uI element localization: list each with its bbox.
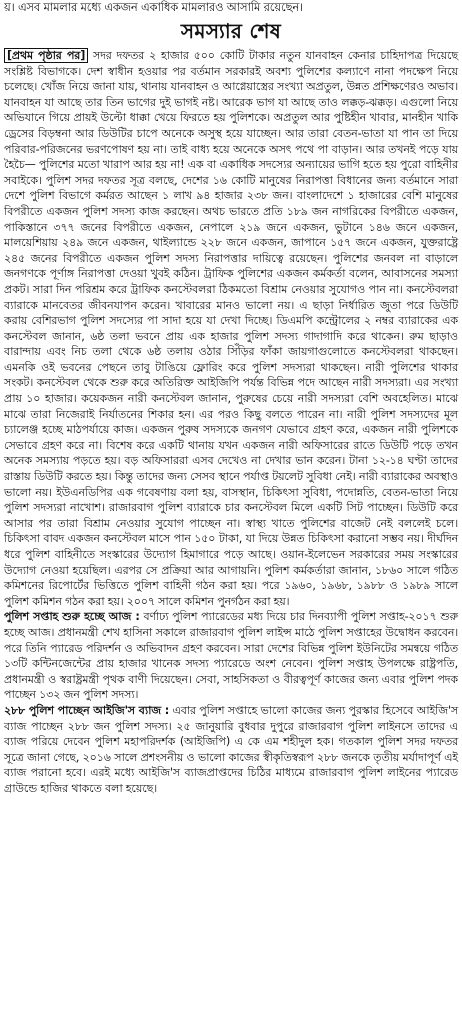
section-text: বর্ণাঢ্য পুলিশ প্যারেডের মধ্য দিয়ে চার দিনব্যাপী পুলিশ সপ্তাহ-২০১৭ শুরু হচ্ছে আজ। প্রধানমন্ত্রী শেখ হাসিনা সকালে রাজারবাগ পুলিশ লাইন্স মাঠে পুলিশ সপ্তাহের উদ্বোধন করবেন। পরে তিনি প্যারেড পরিদর্শন ও অভিবাদন গ্রহণ করবেন। সারা দেশের বিভিন্ন পুলিশ ইউনিটের সমন্বয়ে গঠিত ১৩টি কন্টিনজেন্টের প্রায় হাজার খানেক সদস্য প্যারেডে অংশ নেবেন। পুলিশ সপ্তাহ উপলক্ষে রাষ্ট্রপতি, প্রধানমন্ত্রী ও স্বরাষ্ট্রমন্ত্রী পৃথক বাণী দিয়েছেন। সেবা, সাহসিকতা ও বীরত্বপূর্ণ কাজের জন্য এবার পুলিশ পদক পাচ্ছেন ১৩২ জন পুলিশ সদস্য। bbox=[4, 610, 458, 702]
article-body bbox=[4, 48, 458, 797]
paragraph-text: সদর দফতর ২ হাজার ৫০০ কোটি টাকার নতুন যানবাহন কেনার চাহিদাপত্র দিয়েছে সংশ্লিষ্ট বিভাগকে। দেশ স্বাধীন হওয়ার পর বর্তমান সরকারই অবশ্য পুলিশের কল্যাণে নানা পদক্ষেপ নিয়ে চলেছে। খোঁজ নিয়ে জানা যায়, থানায় যানবাহন ও আগ্নেয়াস্ত্রের সংখ্যা অপ্রতুল, উন্নত প্রশিক্ষণেরও অভাব। যানবাহন যা আছে তার তিন ভাগের দুই ভাগই নষ্ট। আরেক ভাগ যা আছে তাও লক্কড়-ঝক্কড়। এগুলো নিয়ে অভিযানে গিয়ে প্রায়ই উল্টো ধাক্কা খেয়ে ফিরতে হয় পুলিশকে। অপ্রতুল আর পুষ্টিহীন খাবার, মানহীন খাকি ড্রেসের বিড়ম্বনা আর ডিউটির চাপে অনেকে অসুস্থ হয়ে যাচ্ছেন। আর তারা বেতন-ভাতা যা পান তা দিয়ে পরিবার-পরিজনের ভরণপোষণ হয় না। তাই বাধ্য হয়ে অনেকে অসৎ পথে পা বাড়ান। আর তখনই পড়ে যায় হৈচৈ— পুলিশের মতো খারাপ আর হয় না! এক বা একাধিক সদস্যের অন্যায়ের ভাগি হতে হয় পুরো বাহিনীর সবাইকে। পুলিশ সদর দফতর সূত্র বলছে, দেশের ১৬ কোটি মানুষের নিরাপত্তা বিধানের জন্য বর্তমানে সারা দেশে পুলিশ বিভাগে কর্মরত আছেন ১ লাখ ৯৪ হাজার ২৩৮ জন। বাংলাদেশে ১ হাজারের বেশি মানুষের বিপরীতে একজন পুলিশ সদস্য কাজ করছেন। অথচ ভারতে প্রতি ১৮৯ জন নাগরিকের বিপরীতে একজন, পাকিস্তানে ৩৭৭ জনের বিপরীতে একজন, নেপালে ২১৯ জনে একজন, ভুটানে ১৪৬ জনে একজন, মালয়েশিয়ায় ২৪৯ জনে একজন, থাইল্যান্ডে ২২৮ জনে একজন, জাপানে ১৫৭ জনে একজন, যুক্তরাষ্ট্রে ২৪৫ জনের বিপরীতে একজন পুলিশ সদস্য নিরাপত্তার দায়িত্বে রয়েছেন। পুলিশের জনবল না বাড়ালে জনগণকে পূর্ণাঙ্গ নিরাপত্তা দেওয়া খুবই কঠিন। ট্রাফিক পুলিশের একজন কর্মকর্তা বলেন, আবাসনের সমস্যা প্রকট। সারা দিন পরিশ্রম করে ট্রাফিক কনস্টেবলরা ঠিকমতো বিশ্রাম নেওয়ার সুযোগও পান না। কনস্টেবলরা ব্যারাকে মানবেতর জীবনযাপন করেন। খাবারের মানও ভালো নয়। এ ছাড়া নির্ধারিত জুতা পরে ডিউটি করায় বেশিরভাগ পুলিশ সদস্যের পা সাদা হয়ে যা দেখা দিচ্ছে। ডিএমপি কন্ট্রোলের ২ নম্বর ব্যারাকের এক কনস্টেবল জানান, ৬ষ্ঠ তলা ভবনে প্রায় এক হাজার পুলিশ সদস্য গাদাগাদি করে থাকেন। রুম ছাড়াও বারান্দায় এবং নিচ তলা থেকে ৬ষ্ঠ তলায় ওঠার সিঁড়ির ফাঁকা জায়গাগুলোতে কনস্টেবলরা থাকছেন। এমনকি ওই ভবনের পেছনে তাবু টাঙিয়ে ফ্লোরিং করে পুলিশ সদস্যরা থাকছেন। নারী পুলিশের থাকার সংকট। কনস্টেবল থেকে শুরু করে অতিরিক্ত আইজিপি পর্যন্ত বিভিন্ন পদে আছেন নারী সদস্যরা। এর সংখ্যা প্রায় ১০ হাজার। কয়েকজন নারী কনস্টেবল জানান, পুরুষের চেয়ে নারী সদস্যরা বেশি অবহেলিত। মাঝে মাঝে তারা নিজেরাই নির্যাতনের শিকার হন। এর পরও কিছু বলতে পারেন না। নারী পুলিশ সদস্যদের মূল চ্যালেঞ্জ হচ্ছে মাঠপর্যায়ে কাজ। একজন পুরুষ সদস্যকে জনগণ যেভাবে গ্রহণ করে, একজন নারী পুলিশকে সেভাবে গ্রহণ করে না। বিশেষ করে একটি থানায় যখন একজন নারী অফিসারের রাতে ডিউটি পড়ে তখন অনেক সমস্যায় পড়তে হয়। বড় অফিসাররা এসব দেখেও না দেখার ভান করেন। টানা ১২-১৪ ঘণ্টা তাদের রাস্তায় ডিউটি করতে হয়। কিন্তু তাদের জন্য সেসব স্থানে পর্যাপ্ত টয়লেট সুবিধা নেই। নারী ব্যারাকের অবস্থাও ভালো নয়। ইউএনডিপির এক গবেষণায় বলা হয়, বাসস্থান, চিকিৎসা সুবিধা, পদোন্নতি, বেতন-ভাতা নিয়ে পুলিশ সদস্যরা নাখোশ। রাজারবাগ পুলিশ ব্যারাকে চার কনস্টেবল মিলে একটি সিট পাচ্ছেন। ডিউটি করে আসার পর তারা বিশ্রাম নেওয়ার সুযোগ পাচ্ছেন না। স্বাস্থ্য খাতে পুলিশের বাজেট নেই বললেই চলে। চিকিৎসা বাবদ একজন কনস্টেবল মাসে পান ১৫০ টাকা, যা দিয়ে উন্নত চিকিৎসা করানো সম্ভব নয়। দীর্ঘদিন ধরে পুলিশ বাহিনীতে সংস্কারের উদ্যোগ হিমাগারে পড়ে আছে। ওয়ান-ইলেভেন সরকারের সময় সংস্কারের উদ্যোগ নেওয়া হয়েছিল। এরপর সে প্রক্রিয়া আর আগায়নি। পুলিশ কর্মকর্তারা জানান, ১৮৬০ সালে গঠিত কমিশনের রিপোর্টের ভিত্তিতে পুলিশ বাহিনী গঠন করা হয়। পরে ১৯৬০, ১৯৬৮, ১৯৮৮ ও ১৯৮৯ সালে পুলিশ কমিশন গঠন করা হয়। ২০০৭ সালে কমিশন পুনর্গঠন করা হয়। bbox=[4, 49, 458, 608]
section-igp-badge bbox=[4, 703, 458, 797]
previous-article-tail: য়। এসব মামলার মধ্যে একজন একাধিক মামলারও আসামি রয়েছেন। bbox=[4, 0, 303, 14]
section-text: এবার পুলিশ সপ্তাহে ভালো কাজের জন্য পুরস্কার হিসেবে আইজি'স ব্যাজ পাচ্ছেন ২৮৮ জন পুলিশ সদস্য। ২৫ জানুয়ারি বুধবার দুপুরে রাজারবাগ পুলিশ লাইনসে তাদের এ ব্যাজ পরিয়ে দেবেন পুলিশ মহাপরিদর্শক (আইজিপি) এ কে এম শহীদুল হক। গতকাল পুলিশ সদর দফতর সূত্রে জানা গেছে, ২০১৬ সালে প্রশংসনীয় ও ভালো কাজের স্বীকৃতিস্বরূপ ২৮৮ জনকে তৃতীয় মর্যাদাপূর্ণ এই ব্যাজ পরানো হবে। এরই মধ্যে আইজি'স ব্যাজপ্রাপ্তদের চিঠির মাধ্যমে রাজারবাগ পুলিশ লাইনের প্যারেড গ্রাউন্ডে হাজির থাকতে বলা হয়েছে। bbox=[4, 703, 458, 795]
section-police-week bbox=[4, 609, 458, 703]
article-headline: সমস্যার শেষ bbox=[180, 19, 282, 43]
continuation-label: [প্রথম পৃষ্ঠার পর] bbox=[4, 48, 88, 63]
section-heading: ২৮৮ পুলিশ পাচ্ছেন আইজি'স ব্যাজ : bbox=[4, 703, 169, 717]
section-heading: পুলিশ সপ্তাহ শুরু হচ্ছে আজ : bbox=[4, 610, 140, 624]
article-paragraph-main bbox=[4, 48, 458, 609]
